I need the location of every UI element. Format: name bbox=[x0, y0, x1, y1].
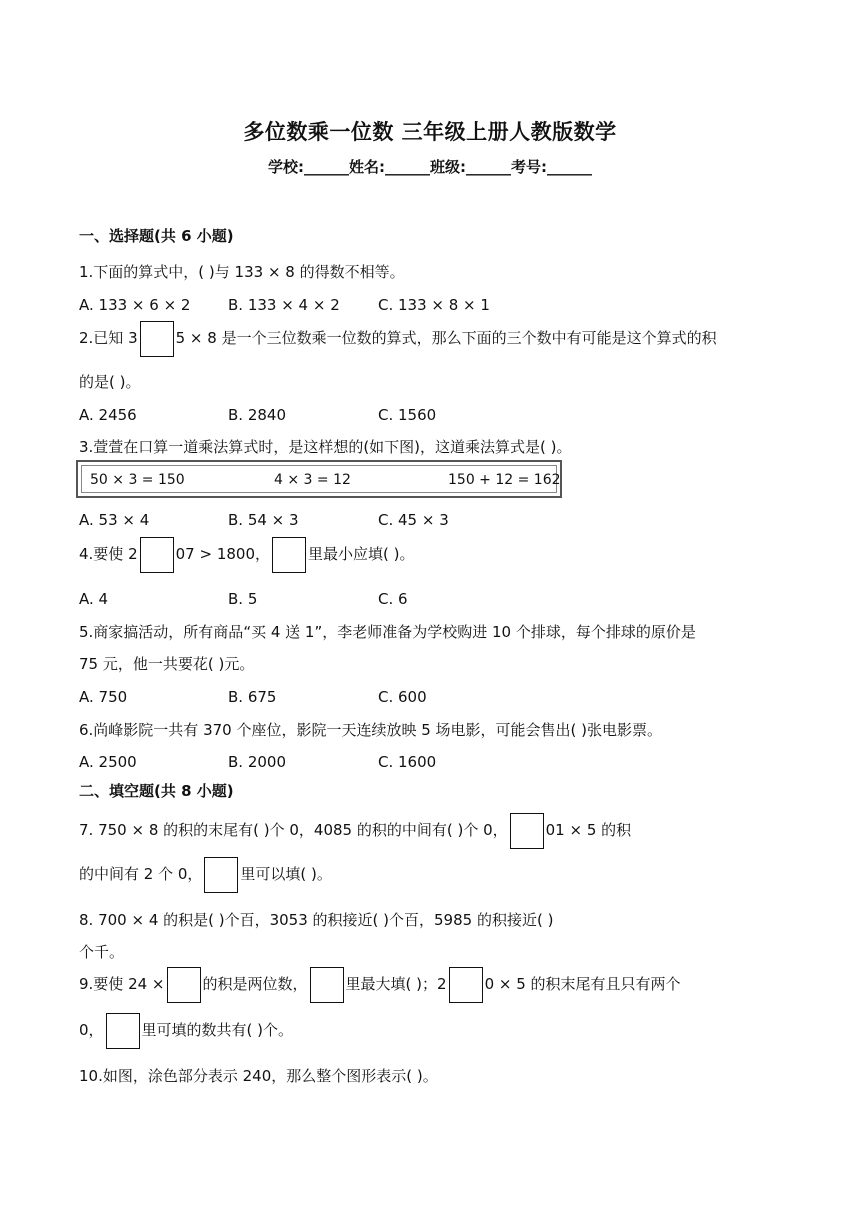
question-9-stem-mid: 的积是两位数， bbox=[202, 975, 308, 993]
question-9-stem-post: 0 × 5 的积末尾有且只有两个 bbox=[484, 975, 681, 993]
question-10-stem: 10.如图，涂色部分表示 240，那么整个图形表示( )。 bbox=[79, 1067, 438, 1085]
question-1-option-b: B. 133 × 4 × 2 bbox=[228, 296, 340, 314]
student-info-line: 学校:______姓名:______班级:______考号:______ bbox=[268, 158, 592, 176]
question-3-option-b: B. 54 × 3 bbox=[228, 511, 299, 529]
question-7-stem-line2 bbox=[79, 856, 800, 893]
question-4-digit-box bbox=[140, 537, 174, 573]
question-2-stem-pre: 2.已知 3 bbox=[79, 329, 138, 347]
question-6-option-c: C. 1600 bbox=[378, 753, 437, 771]
question-9-stem bbox=[79, 966, 800, 1003]
question-9-stem-line2 bbox=[79, 1012, 800, 1049]
question-4-stem-mid: 07 > 1800， bbox=[175, 545, 270, 563]
question-7-stem-pre: 7. 750 × 8 的积的末尾有( )个 0，4085 的积的中间有( )个 0， bbox=[79, 821, 508, 839]
question-8-stem-line2: 个千。 bbox=[79, 943, 125, 961]
question-3-option-c: C. 45 × 3 bbox=[378, 511, 449, 529]
question-8-stem-line1: 8. 700 × 4 的积是( )个百，3053 的积接近( )个百，5985 的积接近( ) bbox=[79, 911, 554, 929]
question-3-equation-3: 150 + 12 = 162 bbox=[448, 472, 561, 488]
question-7-line2-post: 里可以填( )。 bbox=[240, 865, 332, 883]
question-2-stem bbox=[79, 320, 800, 357]
question-6-option-a: A. 2500 bbox=[79, 753, 137, 771]
question-7-stem bbox=[79, 812, 800, 849]
question-1-stem: 1.下面的算式中，( )与 133 × 8 的得数不相等。 bbox=[79, 263, 405, 281]
question-7-stem-post: 01 × 5 的积 bbox=[545, 821, 632, 839]
question-4-stem-pre: 4.要使 2 bbox=[79, 545, 138, 563]
question-9-digit-box bbox=[449, 967, 483, 1003]
question-9-line2-post: 里可填的数共有( )个。 bbox=[141, 1021, 294, 1039]
question-4-stem-post: 里最小应填( )。 bbox=[308, 545, 415, 563]
question-9-answer-box bbox=[106, 1013, 140, 1049]
question-3-figure-box bbox=[76, 460, 562, 498]
question-5-option-a: A. 750 bbox=[79, 688, 128, 706]
question-2-option-b: B. 2840 bbox=[228, 406, 287, 424]
question-5-stem-line2: 75 元，他一共要花( )元。 bbox=[79, 655, 255, 673]
question-1-option-a: A. 133 × 6 × 2 bbox=[79, 296, 191, 314]
question-2-option-c: C. 1560 bbox=[378, 406, 437, 424]
question-7-line2-pre: 的中间有 2 个 0， bbox=[79, 865, 203, 883]
question-6-stem: 6.尚峰影院一共有 370 个座位，影院一天连续放映 5 场电影，可能会售出( )张电影票。 bbox=[79, 721, 663, 739]
question-6-option-b: B. 2000 bbox=[228, 753, 287, 771]
question-4-option-b: B. 5 bbox=[228, 590, 258, 608]
question-1-option-c: C. 133 × 8 × 1 bbox=[378, 296, 490, 314]
section-heading-fill: 二、填空题(共 8 小题) bbox=[79, 782, 234, 800]
question-3-equation-2: 4 × 3 = 12 bbox=[274, 472, 351, 488]
question-7-digit-box bbox=[510, 813, 544, 849]
question-5-option-b: B. 675 bbox=[228, 688, 277, 706]
question-2-option-a: A. 2456 bbox=[79, 406, 137, 424]
page-title: 多位数乘一位数 三年级上册人教版数学 bbox=[243, 120, 617, 144]
question-9-max-box bbox=[310, 967, 344, 1003]
question-4-option-a: A. 4 bbox=[79, 590, 109, 608]
question-4-stem bbox=[79, 536, 800, 573]
question-5-stem-line1: 5.商家搞活动，所有商品“买 4 送 1”，李老师准备为学校购进 10 个排球，每个排球的原价是 bbox=[79, 623, 696, 641]
question-3-equation-1: 50 × 3 = 150 bbox=[90, 472, 185, 488]
question-2-stem-line2: 的是( )。 bbox=[79, 373, 141, 391]
question-9-line2-pre: 0， bbox=[79, 1021, 104, 1039]
question-4-option-c: C. 6 bbox=[378, 590, 408, 608]
question-7-answer-box bbox=[204, 857, 238, 893]
question-2-stem-post: 5 × 8 是一个三位数乘一位数的算式，那么下面的三个数中有可能是这个算式的积 bbox=[175, 329, 717, 347]
section-heading-choice: 一、选择题(共 6 小题) bbox=[79, 227, 234, 245]
question-4-answer-box bbox=[272, 537, 306, 573]
question-9-stem-pre: 9.要使 24 × bbox=[79, 975, 165, 993]
question-3-option-a: A. 53 × 4 bbox=[79, 511, 150, 529]
question-9-multiplier-box bbox=[167, 967, 201, 1003]
question-3-stem: 3.萱萱在口算一道乘法算式时，是这样想的(如下图)，这道乘法算式是( )。 bbox=[79, 438, 572, 456]
question-9-stem-mid2: 里最大填( )；2 bbox=[345, 975, 447, 993]
question-5-option-c: C. 600 bbox=[378, 688, 427, 706]
question-2-digit-box bbox=[140, 321, 174, 357]
